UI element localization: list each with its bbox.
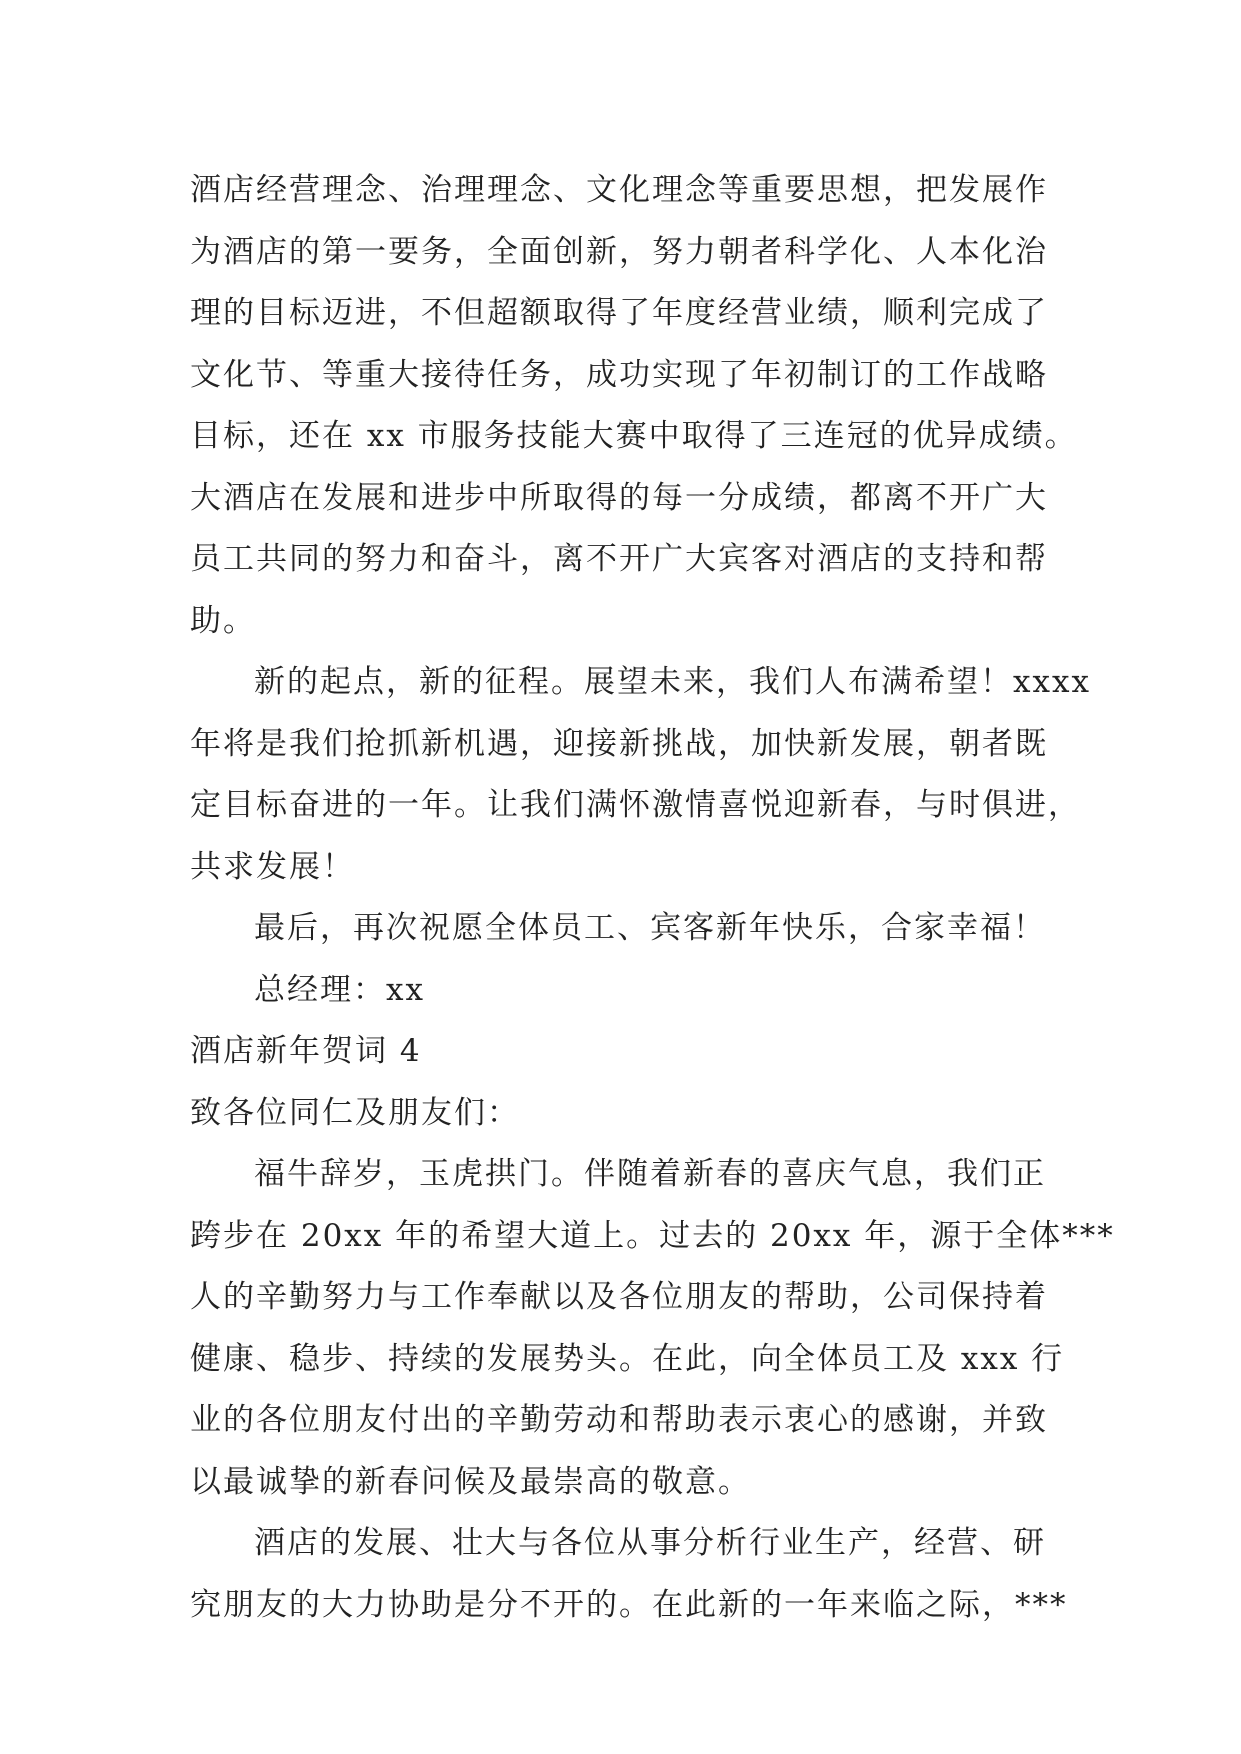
text-line: 健康、稳步、持续的发展势头。在此，向全体员工及 xxx 行 xyxy=(190,1340,1065,1377)
section-heading: 酒店新年贺词 4 xyxy=(190,1033,422,1069)
text-line: 定目标奋进的一年。让我们满怀激情喜悦迎新春，与时俱进， xyxy=(190,787,1081,823)
text-line: 年将是我们抢抓新机遇，迎接新挑战，加快新发展，朝者既 xyxy=(190,725,1048,762)
text-line: 福牛辞岁，玉虎拱门。伴随着新春的喜庆气息，我们正 xyxy=(254,1156,1046,1192)
text-line: 共求发展！ xyxy=(190,848,355,885)
text-line: 最后，再次祝愿全体员工、宾客新年快乐，合家幸福！ xyxy=(254,910,1046,946)
text-line: 以最诚挚的新春问候及最崇高的敬意。 xyxy=(190,1463,751,1500)
signature-line: 总经理：xx xyxy=(254,971,425,1008)
text-line: 人的辛勤努力与工作奉献以及各位朋友的帮助，公司保持着 xyxy=(190,1279,1048,1315)
text-line: 究朋友的大力协助是分不开的。在此新的一年来临之际，*** xyxy=(190,1586,1068,1623)
text-line: 业的各位朋友付出的辛勤劳动和帮助表示衷心的感谢，并致 xyxy=(190,1402,1048,1438)
text-line: 理的目标迈进，不但超额取得了年度经营业绩，顺利完成了 xyxy=(190,295,1048,331)
text-line: 酒店的发展、壮大与各位从事分析行业生产，经营、研 xyxy=(254,1525,1046,1561)
text-line: 助。 xyxy=(190,602,256,639)
text-line: 文化节、等重大接待任务，成功实现了年初制订的工作战略 xyxy=(190,356,1048,393)
text-line: 大酒店在发展和进步中所取得的每一分成绩，都离不开广大 xyxy=(190,479,1048,516)
text-line: 员工共同的努力和奋斗，离不开广大宾客对酒店的支持和帮 xyxy=(190,541,1048,577)
text-line: 目标，还在 xx 市服务技能大赛中取得了三连冠的优异成绩。 xyxy=(190,418,1078,454)
text-line: 为酒店的第一要务，全面创新，努力朝者科学化、人本化治 xyxy=(190,233,1048,270)
salutation: 致各位同仁及朋友们： xyxy=(190,1094,520,1131)
text-line: 酒店经营理念、治理理念、文化理念等重要思想，把发展作 xyxy=(190,172,1048,208)
text-line: 跨步在 20xx 年的希望大道上。过去的 20xx 年，源于全体*** xyxy=(190,1217,1115,1254)
document-body xyxy=(190,160,1115,1636)
text-line: 新的起点，新的征程。展望未来，我们人布满希望！xxxx xyxy=(254,664,1091,700)
